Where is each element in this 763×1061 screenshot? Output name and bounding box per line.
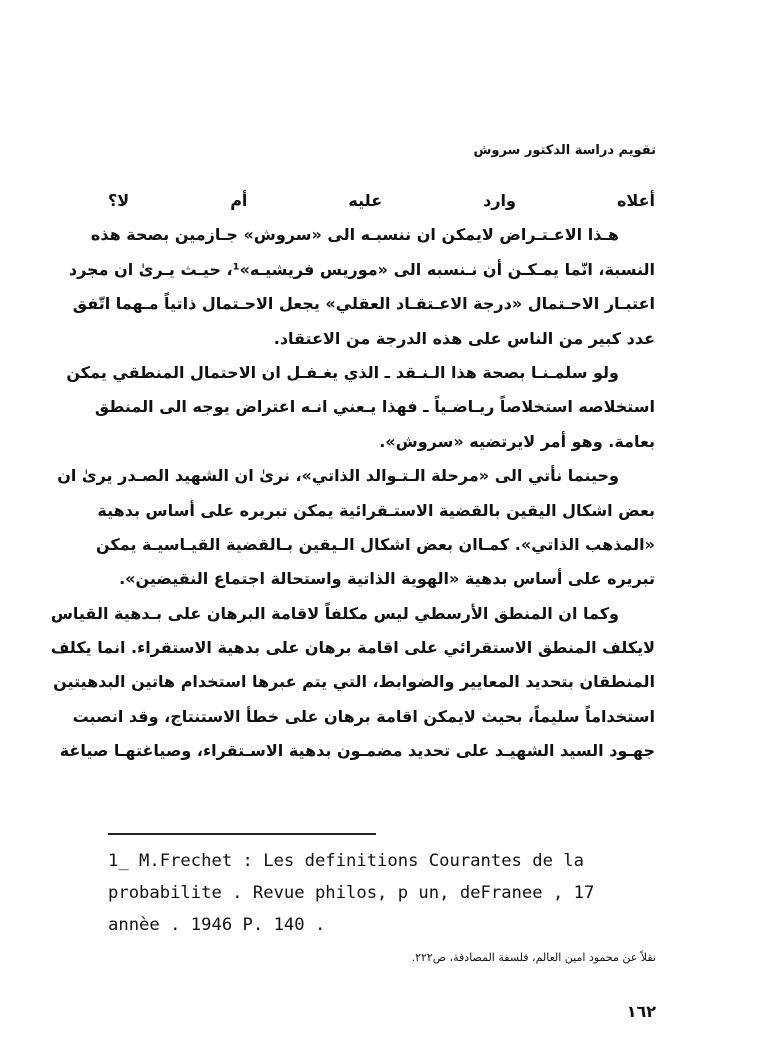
body-line: استخداماً سليماً، بحيث لايمكن اقامة برهان على خطأ الاستنتاج، وقد انصبت xyxy=(72,706,655,726)
body-line: بعامة. وهو أمر لايرتضيه «سروش». xyxy=(379,431,655,451)
footnote-separator xyxy=(108,833,376,835)
body-line: هـذا الاعـتـراض لايمكن ان ننسبـه الى «سروش» جـازمين بصحة هذه xyxy=(90,225,619,245)
body-line: اعتبـار الاحـتمال «درجة الاعـتقـاد العقلي» يجعل الاحـتمال ذاتياً مـهما اتّفق xyxy=(72,294,655,314)
body-line: جهـود السيد الشهيـد على تحديد مضمـون بدهية الاسـتقراء، وصياغتهـا صياغة xyxy=(59,741,655,761)
footnote-line: 1_ M.Frechet : Les definitions Courantes de la xyxy=(108,851,584,871)
body-line: «المذهب الذاتي». كمـاان بعض اشكال الـيقين بـالقضية القيـاسيـة يمكن xyxy=(96,534,655,554)
body-line: لايكلف المنطق الاستقرائي على اقامة برهان على بدهية الاستقراء. انما يكلف xyxy=(50,638,655,658)
page-number: ١٦٢ xyxy=(626,1002,656,1021)
body-line: وحينما نأتي الى «مرحلة الـتـوالد الذاتي»، نرىٰ ان الشهيد الصـدر يرىٰ ان xyxy=(57,466,619,486)
body-line: المنطقان بتحديد المعايير والضوابط، التي يتم عبرها استخدام هاتين البدهيتين xyxy=(53,672,655,692)
body-text xyxy=(50,184,655,769)
body-line: النسبة، انّما يمـكـن أن نـنسبه الى «موريس فريشيـه»¹، حيـث يـرىٰ ان مجرد xyxy=(68,259,655,279)
source-note: نقلاً عن محمود امين العالم، فلسفة المصادفة، ص٢٢٢. xyxy=(411,951,656,964)
body-line: تبريره على أساس بدهية «الهوية الذاتية واستحالة اجتماع النقيضين». xyxy=(119,569,655,589)
body-line: استخلاصه استخلاصاً ريـاضـياً ـ فهذا يـعني انـه اعتراض يوجه الى المنطق xyxy=(94,397,655,417)
body-line: وكما ان المنطق الأرسطي ليس مكلفاً لاقامة البرهان على بـدهية القياس xyxy=(50,603,619,623)
footnote-line: probabilite . Revue philos, p un, deFranee , 17 xyxy=(108,883,595,903)
footnote xyxy=(108,845,668,941)
footnote-line: annèe . 1946 P. 140 . xyxy=(108,915,326,935)
body-line: عدد كبير من الناس على هذه الدرجة من الاعتقاد. xyxy=(273,328,655,348)
body-line: بعض اشكال اليقين بالقضية الاستـقرائية يمكن تبريره على أساس بدهية xyxy=(97,500,655,520)
body-line: أعلاه وارد عليه أم لا؟ xyxy=(108,191,655,210)
body-line: ولو سلمـنـا بصحة هذا الـنـقد ـ الذي يغـفـل ان الاحتمال المنطقي يمكن xyxy=(66,362,619,382)
running-header: تقويم دراسة الدكتور سروش xyxy=(473,143,656,158)
